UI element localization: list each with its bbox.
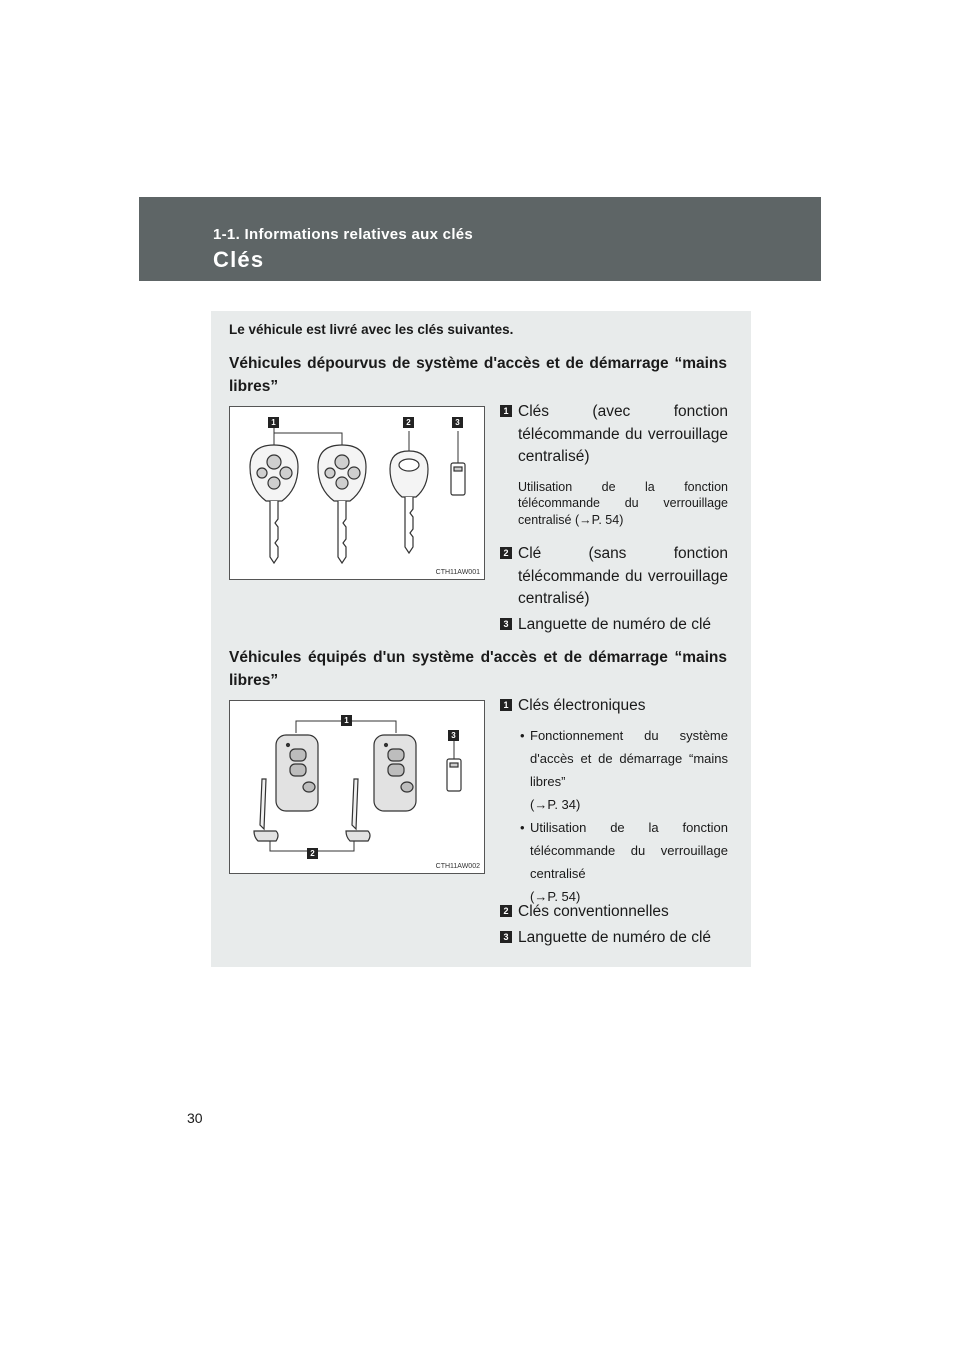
item-label: Clés (avec fonction télécommande du verrouillage centralisé) bbox=[518, 403, 728, 465]
item-label: Clés conventionnelles bbox=[518, 903, 669, 920]
chapter-header bbox=[139, 197, 821, 281]
item-number: 3 bbox=[500, 931, 512, 943]
bullet-list bbox=[518, 724, 728, 908]
remote-key-1 bbox=[250, 445, 298, 563]
list-item bbox=[500, 401, 728, 528]
page-reference: (→P. 54) bbox=[530, 888, 581, 904]
figure-keys-without-smart-access bbox=[229, 406, 485, 580]
item-note: Utilisation de la fonction télécommande du verrouillage centralisé (→P. 54) bbox=[518, 479, 728, 527]
item-label: Languette de numéro de clé bbox=[518, 616, 712, 633]
bullet-item bbox=[518, 816, 728, 908]
bullet-item bbox=[518, 724, 728, 816]
figure-code: CTH11AW001 bbox=[435, 569, 480, 576]
callout-2: 2 bbox=[307, 848, 318, 859]
bullet-text: Fonctionnement du système d'accès et de démarrage “mains libres” bbox=[530, 727, 728, 789]
page-number: 30 bbox=[187, 1110, 203, 1126]
item-number: 1 bbox=[500, 699, 512, 711]
list-item bbox=[500, 614, 728, 637]
item-label: Languette de numéro de clé bbox=[518, 929, 712, 946]
intro-text: Le véhicule est livré avec les clés suivantes. bbox=[229, 322, 514, 337]
smart-key-1 bbox=[276, 735, 318, 811]
smart-keys-illustration bbox=[230, 701, 486, 875]
bullet-text: Utilisation de la fonction télécommande du verrouillage centralisé bbox=[530, 819, 728, 881]
page-reference: (→P. 34) bbox=[530, 796, 581, 812]
callout-1: 1 bbox=[268, 417, 279, 428]
figure-code: CTH11AW002 bbox=[435, 863, 480, 870]
list-item bbox=[500, 901, 728, 924]
page-title: Clés bbox=[213, 247, 265, 272]
mechanical-key-2 bbox=[346, 779, 370, 841]
callout-1: 1 bbox=[341, 715, 352, 726]
callout-3: 3 bbox=[448, 730, 459, 741]
list-item bbox=[500, 543, 728, 611]
remote-key-2 bbox=[318, 445, 366, 563]
item-number: 2 bbox=[500, 905, 512, 917]
mechanical-key-1 bbox=[254, 779, 278, 841]
callout-2: 2 bbox=[403, 417, 414, 428]
section1-heading: Véhicules dépourvus de système d'accès et de démarrage “mains libres” bbox=[229, 355, 727, 395]
keys-illustration bbox=[230, 407, 486, 581]
conventional-key bbox=[390, 451, 428, 553]
item-number: 2 bbox=[500, 547, 512, 559]
item-number: 1 bbox=[500, 405, 512, 417]
key-number-tag bbox=[447, 759, 461, 791]
key-number-tag bbox=[451, 463, 465, 495]
callout-3: 3 bbox=[452, 417, 463, 428]
section-label: 1-1. Informations relatives aux clés bbox=[213, 226, 474, 243]
list-item bbox=[500, 695, 728, 908]
item-number: 3 bbox=[500, 618, 512, 630]
section2-heading: Véhicules équipés d'un système d'accès et de démarrage “mains libres” bbox=[229, 649, 727, 689]
item-label: Clé (sans fonction télécommande du verrouillage centralisé) bbox=[518, 545, 728, 607]
item-label: Clés électroniques bbox=[518, 697, 646, 714]
list-item bbox=[500, 927, 728, 950]
figure-keys-with-smart-access bbox=[229, 700, 485, 874]
smart-key-2 bbox=[374, 735, 416, 811]
